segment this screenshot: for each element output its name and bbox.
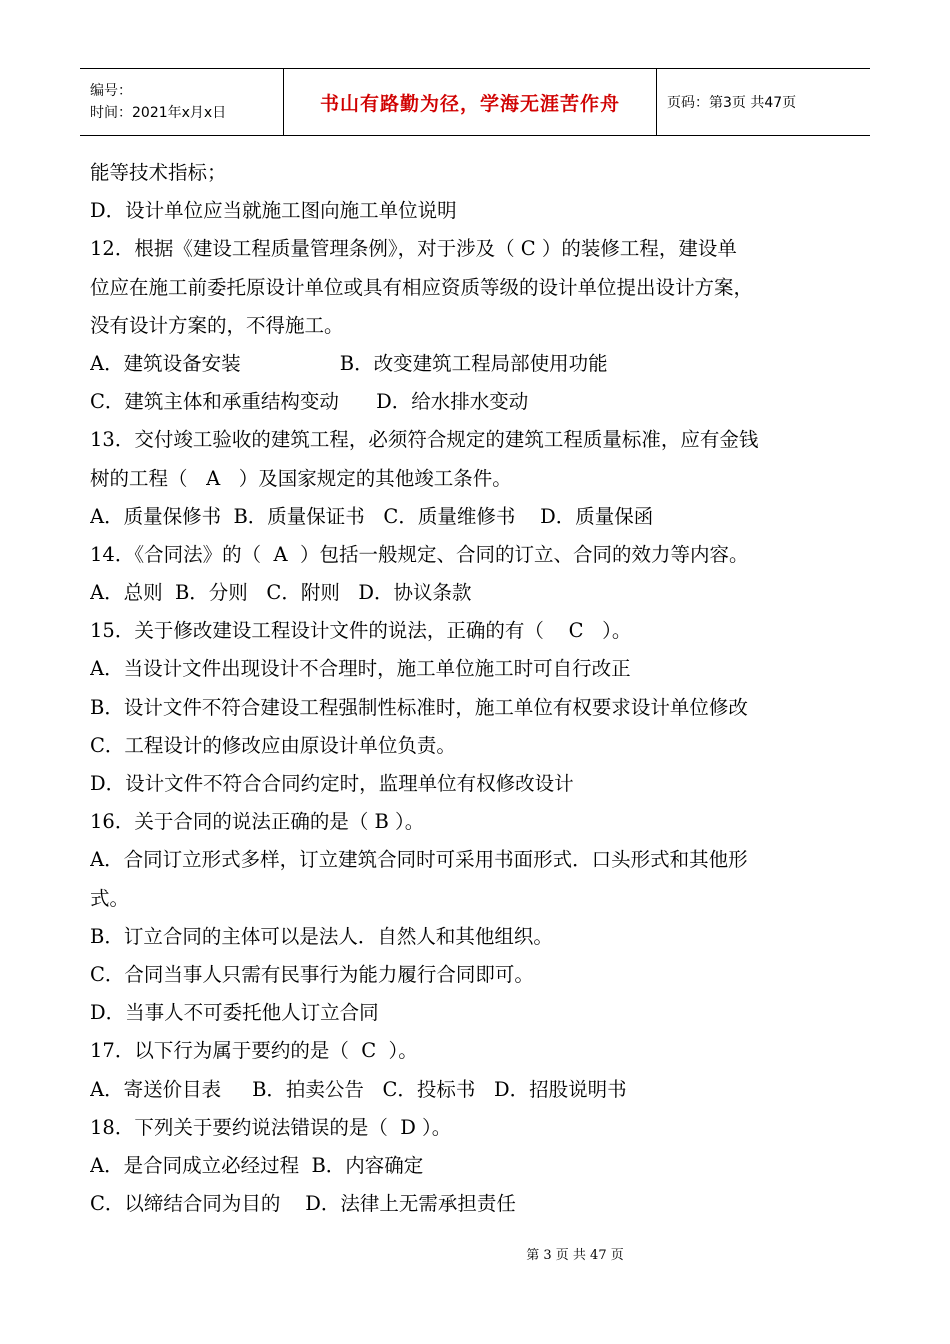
text-line: A．当设计文件出现设计不合理时，施工单位施工时可自行改正 bbox=[90, 657, 631, 681]
text-line: A．合同订立形式多样，订立建筑合同时可采用书面形式．口头形式和其他形 bbox=[90, 848, 748, 872]
header-meta bbox=[80, 69, 284, 135]
text-line: A．质量保修书 B．质量保证书 C．质量维修书 D．质量保函 bbox=[90, 504, 654, 528]
text-line: A．建筑设备安装 B．改变建筑工程局部使用功能 bbox=[90, 351, 608, 375]
header-page-info: 页码：第3页 共47页 bbox=[667, 95, 797, 111]
text-line: 14．《合同法》的（ A ）包括一般规定、合同的订立、合同的效力等内容。 bbox=[90, 542, 749, 566]
text-line: B．订立合同的主体可以是法人．自然人和其他组织。 bbox=[90, 924, 553, 948]
text-line: D．设计文件不符合合同约定时，监理单位有权修改设计 bbox=[90, 772, 574, 795]
text-line: B．设计文件不符合建设工程强制性标准时，施工单位有权要求设计单位修改 bbox=[90, 695, 748, 719]
text-line: 能等技术指标； bbox=[90, 161, 227, 184]
text-line: D．设计单位应当就施工图向施工单位说明 bbox=[90, 199, 457, 223]
text-line: C．工程设计的修改应由原设计单位负责。 bbox=[90, 733, 456, 757]
text-line: 13．交付竣工验收的建筑工程，必须符合规定的建筑工程质量标准，应有金钱 bbox=[90, 428, 759, 452]
text-line: A．寄送价目表 B．拍卖公告 C．投标书 D．招股说明书 bbox=[90, 1077, 627, 1101]
doc-number-label: 编号： bbox=[90, 83, 132, 99]
text-line: C．建筑主体和承重结构变动 D．给水排水变动 bbox=[90, 390, 529, 414]
header-page-cell bbox=[657, 69, 870, 135]
text-line: 位应在施工前委托原设计单位或具有相应资质等级的设计单位提出设计方案， bbox=[90, 275, 754, 299]
header-motto-cell bbox=[284, 69, 657, 135]
doc-date: 时间：2021年x月x日 bbox=[90, 105, 227, 121]
text-line: A．总则 B．分则 C．附则 D．协议条款 bbox=[90, 581, 472, 605]
text-line: 12．根据《建设工程质量管理条例》，对于涉及（ C ）的装修工程，建设单 bbox=[90, 237, 737, 261]
page-footer bbox=[0, 1244, 950, 1263]
text-line: 树的工程（ A ）及国家规定的其他竣工条件。 bbox=[90, 466, 512, 490]
text-line: 18．下列关于要约说法错误的是（ D ）。 bbox=[90, 1115, 452, 1139]
text-line: D．当事人不可委托他人订立合同 bbox=[90, 1001, 379, 1025]
text-line: C．合同当事人只需有民事行为能力履行合同即可。 bbox=[90, 962, 534, 986]
text-line: 式。 bbox=[90, 886, 130, 910]
text-line: A．是合同成立必经过程 B．内容确定 bbox=[90, 1153, 424, 1177]
footer-page-number: 第 3 页 共 47 页 bbox=[526, 1248, 624, 1263]
page-header bbox=[80, 68, 870, 136]
text-line: C．以缔结合同为目的 D．法律上无需承担责任 bbox=[90, 1192, 516, 1216]
text-line: 没有设计方案的，不得施工。 bbox=[90, 313, 344, 337]
header-motto: 书山有路勤为径，学海无涯苦作舟 bbox=[319, 92, 620, 115]
text-line: 16．关于合同的说法正确的是（ B ）。 bbox=[90, 810, 425, 834]
document-body bbox=[90, 154, 870, 1223]
text-line: 17．以下行为属于要约的是（ C ）。 bbox=[90, 1039, 418, 1063]
text-line: 15．关于修改建设工程设计文件的说法，正确的有（ C ）。 bbox=[90, 619, 632, 643]
